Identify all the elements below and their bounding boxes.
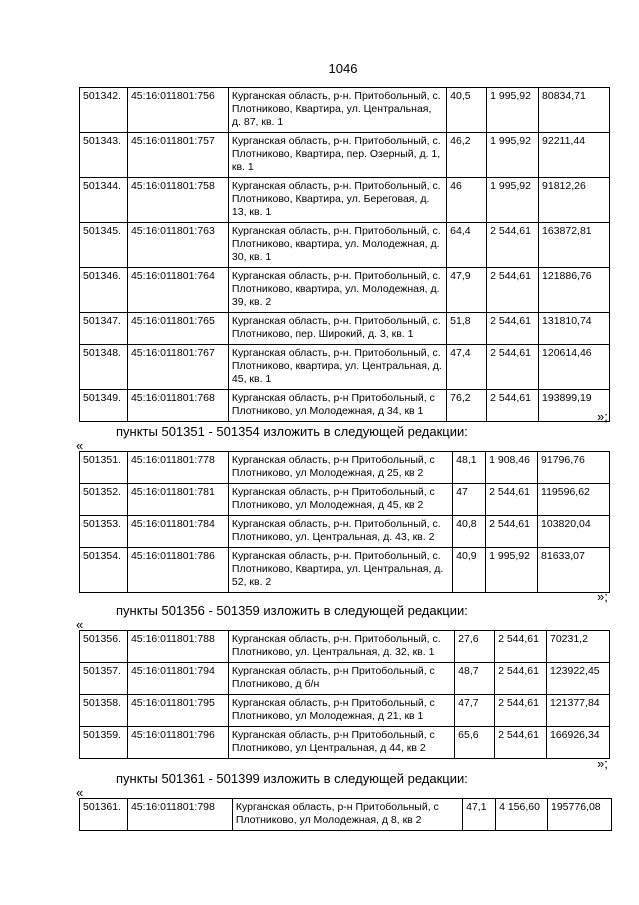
area-cell: 47,1 [463, 799, 496, 831]
item-number-cell: 501346. [80, 268, 128, 313]
cadastral-number-cell: 45:16:011801:763 [127, 223, 228, 268]
address-cell: Курганская область, р-н. Притобольный, с. Плотниково, Квартира, ул. Центральная, д. 87, кв. 1 [228, 88, 446, 133]
closing-quote: »; [597, 756, 608, 771]
address-cell: Курганская область, р-н. Притобольный, с. Плотниково, ул. Центральная, д. 43, кв. 2 [228, 516, 452, 548]
cadastral-number-cell: 45:16:011801:795 [127, 695, 228, 727]
cadastral-value-cell: 120614,46 [539, 345, 610, 390]
item-number-cell: 501357. [80, 663, 128, 695]
item-number-cell: 501354. [80, 548, 128, 593]
cadastral-number-cell: 45:16:011801:784 [127, 516, 228, 548]
rate-cell: 2 544,61 [487, 223, 539, 268]
cadastral-value-cell: 119596,62 [538, 484, 610, 516]
area-cell: 47,7 [455, 695, 495, 727]
cadastral-number-cell: 45:16:011801:764 [127, 268, 228, 313]
cadastral-value-cell: 123922,45 [546, 663, 609, 695]
item-number-cell: 501361. [80, 799, 128, 831]
item-number-cell: 501342. [80, 88, 128, 133]
item-number-cell: 501343. [80, 133, 128, 178]
table-row [80, 695, 610, 727]
area-cell: 51,8 [447, 313, 487, 345]
opening-quote: « [76, 785, 84, 800]
opening-quote: « [76, 617, 84, 632]
closing-quote: »; [597, 409, 608, 424]
rate-cell: 1 995,92 [487, 88, 539, 133]
area-cell: 47 [453, 484, 486, 516]
address-cell: Курганская область, р-н. Притобольный, с. Плотниково, Квартира, ул. Береговая, д. 13, кв. 1 [228, 178, 446, 223]
section-heading: пункты 501361 - 501399 изложить в следующей редакции: [116, 771, 468, 786]
cadastral-value-cell: 70231,2 [546, 631, 609, 663]
address-cell: Курганская область, р-н Притобольный, с Плотниково, ул Центральная, д 44, кв 2 [228, 727, 454, 759]
table-row [80, 390, 610, 422]
rate-cell: 2 544,61 [486, 484, 538, 516]
table-row [80, 178, 610, 223]
rate-cell: 4 156,60 [496, 799, 548, 831]
area-cell: 40,5 [447, 88, 487, 133]
cadastral-number-cell: 45:16:011801:757 [127, 133, 228, 178]
table-row [80, 727, 610, 759]
rate-cell: 2 544,61 [495, 663, 547, 695]
cadastral-number-cell: 45:16:011801:758 [127, 178, 228, 223]
item-number-cell: 501359. [80, 727, 128, 759]
cadastral-value-cell: 131810,74 [539, 313, 610, 345]
address-cell: Курганская область, р-н. Притобольный, с. Плотниково, Квартира, пер. Озерный, д. 1, кв. 1 [228, 133, 446, 178]
address-cell: Курганская область, р-н Притобольный, с Плотниково, ул Молодежная, д 45, кв 2 [228, 484, 452, 516]
cadastral-value-cell: 193899,19 [539, 390, 610, 422]
area-cell: 48,1 [453, 452, 486, 484]
rate-cell: 2 544,61 [486, 516, 538, 548]
table-row [80, 88, 610, 133]
cadastral-number-cell: 45:16:011801:794 [127, 663, 228, 695]
rate-cell: 2 544,61 [487, 345, 539, 390]
item-number-cell: 501349. [80, 390, 128, 422]
cadastre-table-3 [79, 630, 610, 759]
closing-quote: »; [597, 589, 608, 604]
table-row [80, 452, 610, 484]
item-number-cell: 501348. [80, 345, 128, 390]
cadastral-number-cell: 45:16:011801:768 [127, 390, 228, 422]
cadastral-value-cell: 91796,76 [538, 452, 610, 484]
table-row [80, 223, 610, 268]
cadastral-value-cell: 81633,07 [538, 548, 610, 593]
address-cell: Курганская область, р-н. Притобольный, с. Плотниково, пер. Широкий, д. 3, кв. 1 [228, 313, 446, 345]
area-cell: 46,2 [447, 133, 487, 178]
rate-cell: 2 544,61 [487, 313, 539, 345]
area-cell: 64,4 [447, 223, 487, 268]
rate-cell: 1 995,92 [487, 178, 539, 223]
area-cell: 47,9 [447, 268, 487, 313]
address-cell: Курганская область, р-н. Притобольный, с. Плотниково, ул. Центральная, д. 32, кв. 1 [228, 631, 454, 663]
table-row [80, 313, 610, 345]
address-cell: Курганская область, р-н Притобольный, с Плотниково, ул Молодежная, д 25, кв 2 [228, 452, 452, 484]
cadastral-number-cell: 45:16:011801:756 [127, 88, 228, 133]
cadastral-number-cell: 45:16:011801:786 [127, 548, 228, 593]
table-row [80, 799, 612, 831]
rate-cell: 1 995,92 [487, 133, 539, 178]
rate-cell: 1 995,92 [486, 548, 538, 593]
table-row [80, 268, 610, 313]
area-cell: 27,6 [455, 631, 495, 663]
address-cell: Курганская область, р-н. Притобольный, с. Плотниково, Квартира, ул. Центральная, д. 52, кв. 2 [228, 548, 452, 593]
table-row [80, 548, 610, 593]
address-cell: Курганская область, р-н Притобольный, с Плотниково, ул Молодежная, д 8, кв 2 [232, 799, 462, 831]
cadastral-number-cell: 45:16:011801:781 [127, 484, 228, 516]
section-heading: пункты 501351 - 501354 изложить в следующей редакции: [116, 424, 468, 439]
cadastre-table-4 [79, 798, 612, 831]
area-cell: 65,6 [455, 727, 495, 759]
cadastral-value-cell: 163872,81 [539, 223, 610, 268]
cadastral-value-cell: 166926,34 [546, 727, 609, 759]
cadastral-value-cell: 121886,76 [539, 268, 610, 313]
table-row [80, 663, 610, 695]
item-number-cell: 501353. [80, 516, 128, 548]
rate-cell: 2 544,61 [487, 390, 539, 422]
item-number-cell: 501356. [80, 631, 128, 663]
section-heading: пункты 501356 - 501359 изложить в следующей редакции: [116, 603, 468, 618]
area-cell: 47,4 [447, 345, 487, 390]
address-cell: Курганская область, р-н. Притобольный, с. Плотниково, квартира, ул. Центральная, д. 45, кв. 1 [228, 345, 446, 390]
address-cell: Курганская область, р-н. Притобольный, с. Плотниково, квартира, ул. Молодежная, д. 39, кв. 2 [228, 268, 446, 313]
cadastral-number-cell: 45:16:011801:778 [127, 452, 228, 484]
item-number-cell: 501344. [80, 178, 128, 223]
item-number-cell: 501347. [80, 313, 128, 345]
area-cell: 76,2 [447, 390, 487, 422]
cadastral-value-cell: 80834,71 [539, 88, 610, 133]
cadastral-number-cell: 45:16:011801:798 [127, 799, 232, 831]
address-cell: Курганская область, р-н Притобольный, с Плотниково, ул Молодежная, д 21, кв 1 [228, 695, 454, 727]
cadastral-value-cell: 92211,44 [539, 133, 610, 178]
table-row [80, 345, 610, 390]
cadastre-table-2 [79, 451, 610, 593]
rate-cell: 2 544,61 [495, 695, 547, 727]
address-cell: Курганская область, р-н Притобольный, с Плотниково, ул Молодежная, д 34, кв 1 [228, 390, 446, 422]
page-number: 1046 [328, 61, 358, 76]
item-number-cell: 501345. [80, 223, 128, 268]
table-row [80, 631, 610, 663]
area-cell: 48,7 [455, 663, 495, 695]
rate-cell: 2 544,61 [495, 631, 547, 663]
cadastral-number-cell: 45:16:011801:765 [127, 313, 228, 345]
area-cell: 40,9 [453, 548, 486, 593]
cadastral-number-cell: 45:16:011801:767 [127, 345, 228, 390]
rate-cell: 2 544,61 [487, 268, 539, 313]
address-cell: Курганская область, р-н. Притобольный, с. Плотниково, квартира, ул. Молодежная, д. 30, кв. 1 [228, 223, 446, 268]
table-row [80, 484, 610, 516]
rate-cell: 1 908,46 [486, 452, 538, 484]
cadastre-table-1 [79, 87, 610, 422]
area-cell: 40,8 [453, 516, 486, 548]
cadastral-value-cell: 121377,84 [546, 695, 609, 727]
table-row [80, 133, 610, 178]
cadastral-value-cell: 103820,04 [538, 516, 610, 548]
address-cell: Курганская область, р-н Притобольный, с Плотниково, д б/н [228, 663, 454, 695]
cadastral-value-cell: 91812,26 [539, 178, 610, 223]
opening-quote: « [76, 438, 84, 453]
item-number-cell: 501358. [80, 695, 128, 727]
item-number-cell: 501351. [80, 452, 128, 484]
item-number-cell: 501352. [80, 484, 128, 516]
table-row [80, 516, 610, 548]
rate-cell: 2 544,61 [495, 727, 547, 759]
area-cell: 46 [447, 178, 487, 223]
cadastral-number-cell: 45:16:011801:788 [127, 631, 228, 663]
cadastral-number-cell: 45:16:011801:796 [127, 727, 228, 759]
cadastral-value-cell: 195776,08 [548, 799, 612, 831]
